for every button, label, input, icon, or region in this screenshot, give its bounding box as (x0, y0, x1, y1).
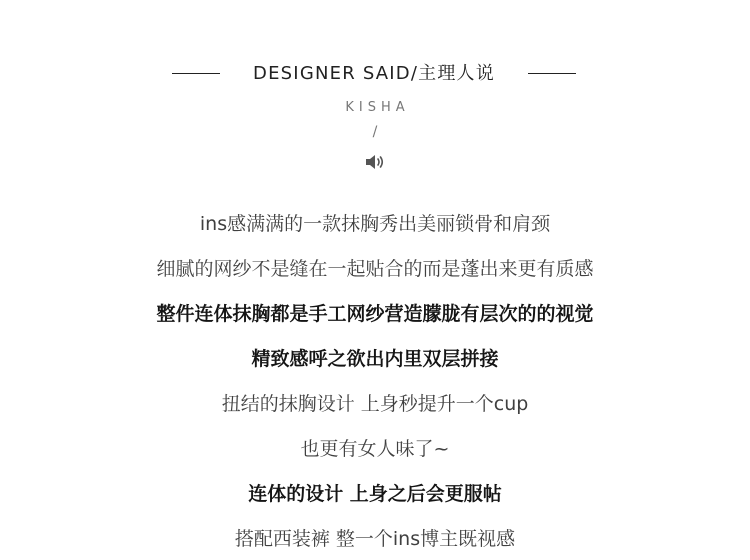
description-line: 搭配西装裤 整一个ins博主既视感 (234, 528, 516, 550)
description-line: 也更有女人味了~ (300, 438, 450, 460)
header-rule-right (528, 73, 576, 74)
author-name: KISHA (345, 100, 410, 115)
description-line: ins感满满的一款抹胸秀出美丽锁骨和肩颈 (199, 213, 551, 235)
header-rule-left (172, 73, 220, 74)
description-line: 精致感呼之欲出内里双层拼接 (251, 348, 499, 370)
separator: / (372, 124, 378, 140)
description-line: 细腻的网纱不是缝在一起贴合的而是蓬出来更有质感 (156, 258, 594, 280)
section-header (0, 58, 750, 90)
description-line: 扭结的抹胸设计 上身秒提升一个cup (221, 393, 529, 415)
description-line: 整件连体抹胸都是手工网纱营造朦胧有层次的的视觉 (156, 303, 594, 325)
section-title: DESIGNER SAID/主理人说 (253, 63, 495, 84)
speaker-icon[interactable] (363, 152, 387, 172)
description-line: 连体的设计 上身之后会更服帖 (248, 483, 502, 505)
